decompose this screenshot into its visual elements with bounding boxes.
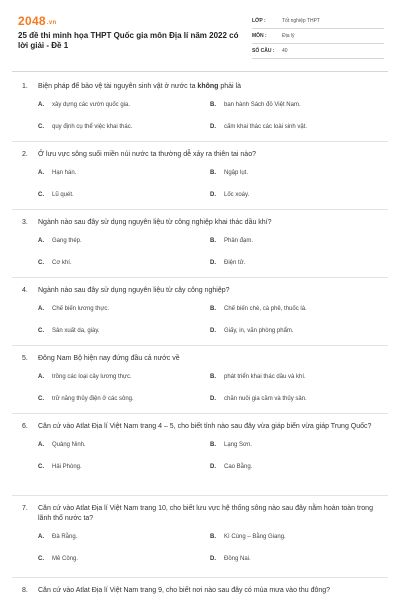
question-1 [12,74,388,142]
question-number: 4. [22,287,28,294]
option-text: trồng các loại cây lương thực. [52,374,132,380]
option-b[interactable]: B. Kì Cùng – Bằng Giang. [210,534,286,540]
option-a[interactable]: A. xây dựng các vườn quốc gia. [38,102,131,108]
option-c[interactable]: C. quy định cụ thể việc khai thác. [38,124,133,130]
option-b[interactable]: B. Lạng Sơn. [210,442,252,448]
document-title: 25 đề thi minh họa THPT Quốc gia môn Địa lí năm 2022 có lời giải - Đề 1 [18,31,239,50]
question-3 [12,210,388,278]
option-text: Hạn hán. [52,170,77,176]
option-d[interactable]: D. Giấy, in, văn phòng phẩm. [210,328,294,334]
option-c[interactable]: C. Hải Phòng. [38,464,82,470]
question-number: 8. [22,587,28,594]
question-8 [12,578,388,600]
question-number: 6. [22,423,28,430]
option-a[interactable]: A. Gang thép. [38,238,82,244]
question-text: Căn cứ vào Atlat Địa lí Việt Nam trang 9, cho biết nơi nào sau đây có mùa mưa vào thu đông? [38,587,331,594]
option-d[interactable]: D. Đồng Nai. [210,556,251,562]
question-number: 3. [22,219,28,226]
question-text: Ngành nào sau đây sử dụng nguyên liệu từ công nghiệp khai thác dầu khí? [38,219,272,226]
option-text: Cao Bằng. [224,464,253,470]
site-logo[interactable] [18,14,56,28]
question-text: Căn cứ vào Atlat Địa lí Việt Nam trang 4 – 5, cho biết tỉnh nào sau đây vừa giáp biển vừa giáp Trung Quốc? [38,423,372,430]
meta-class-value: Tốt nghiệp THPT [282,18,320,24]
option-text: Điện tử. [224,260,246,266]
option-text: Lũ quét. [52,192,74,198]
option-b[interactable]: B. phát triển khai thác dầu và khí. [210,374,306,380]
option-b[interactable]: B. Chế biến chè, cà phê, thuốc lá. [210,306,307,312]
option-c[interactable]: C. Sản xuất da, giày. [38,328,100,334]
option-text: Ngập lụt. [224,170,249,176]
option-text: Quảng Ninh. [52,442,86,448]
question-number: 1. [22,83,28,90]
meta-count-label: SỐ CÂU : [252,48,275,54]
document-header [12,8,388,66]
option-text: Giấy, in, văn phòng phẩm. [224,328,294,334]
option-a[interactable]: A. Quảng Ninh. [38,442,86,448]
document-page [12,8,388,600]
question-2 [12,142,388,210]
meta-count-value: 40 [282,48,288,54]
option-text: ban hành Sách đỏ Việt Nam. [224,102,301,108]
option-text: Hải Phòng. [52,464,82,470]
document-meta [252,14,384,59]
option-text: phát triển khai thác dầu và khí. [224,374,306,380]
meta-subject-value: Địa lý [282,33,295,39]
question-text: Đông Nam Bộ hiện nay đứng đầu cả nước về [38,355,180,362]
option-text: Kì Cùng – Bằng Giang. [224,534,286,540]
option-c[interactable]: C. trữ năng thủy điện ở các sông. [38,396,134,402]
question-text: Ở lưu vực sông suối miền núi nước ta thường dễ xảy ra thiên tai nào? [38,151,256,158]
option-text: Lốc xoáy. [224,192,250,198]
option-d[interactable]: D. Điện tử. [210,260,246,266]
option-b[interactable]: B. Ngập lụt. [210,170,249,176]
question-number: 2. [22,151,28,158]
option-d[interactable]: D. cấm khai thác các loài sinh vật. [210,124,308,130]
logo-suffix: .vn [46,20,57,26]
option-text: Mê Công. [52,556,79,562]
logo-main: 2048 [18,14,46,28]
question-4 [12,278,388,346]
option-a[interactable]: A. trồng các loại cây lương thực. [38,374,132,380]
option-c[interactable]: C. Cơ khí. [38,260,72,266]
question-text: Căn cứ vào Atlat Địa lí Việt Nam trang 10, cho biết lưu vực hệ thống sông nào sau đây nằm hoàn toàn trong lãnh thổ nước ta? [38,505,373,522]
option-text: trữ năng thủy điện ở các sông. [52,396,134,402]
option-d[interactable]: D. chăn nuôi gia cầm và thủy sản. [210,396,307,402]
question-number: 5. [22,355,28,362]
option-text: Sản xuất da, giày. [52,328,100,334]
meta-count-row [252,44,384,59]
question-7 [12,496,388,578]
option-text: Đà Rằng. [52,534,78,540]
option-text: Gang thép. [52,238,82,244]
meta-subject-row [252,29,384,44]
option-b[interactable]: B. ban hành Sách đỏ Việt Nam. [210,102,301,108]
option-d[interactable]: D. Lốc xoáy. [210,192,250,198]
option-text: Chế biến chè, cà phê, thuốc lá. [224,306,307,312]
option-d[interactable]: D. Cao Bằng. [210,464,253,470]
option-text: Đồng Nai. [224,556,251,562]
option-text: cấm khai thác các loài sinh vật. [224,124,308,130]
option-a[interactable]: A. Chế biến lương thực. [38,306,109,312]
question-5 [12,346,388,414]
question-6 [12,414,388,496]
option-a[interactable]: A. Đà Rằng. [38,534,78,540]
header-divider [12,71,388,72]
option-c[interactable]: C. Lũ quét. [38,192,74,198]
option-text: Chế biến lương thực. [52,306,109,312]
option-text: quy định cụ thể việc khai thác. [52,124,133,130]
option-text: chăn nuôi gia cầm và thủy sản. [224,396,307,402]
option-text: Cơ khí. [52,260,72,266]
question-text: Biện pháp để bảo vệ tài nguyên sinh vật ở nước ta không phải là [38,83,241,90]
option-text: xây dựng các vườn quốc gia. [52,102,131,108]
meta-class-row [252,14,384,29]
meta-class-label: LỚP : [252,18,266,24]
option-c[interactable]: C. Mê Công. [38,556,79,562]
question-list [12,74,388,600]
option-text: Lạng Sơn. [224,442,252,448]
option-a[interactable]: A. Hạn hán. [38,170,77,176]
question-number: 7. [22,505,28,512]
option-text: Phân đạm. [224,238,254,244]
question-text: Ngành nào sau đây sử dụng nguyên liệu từ cây công nghiệp? [38,287,230,294]
meta-subject-label: MÔN : [252,33,267,39]
option-b[interactable]: B. Phân đạm. [210,238,254,244]
